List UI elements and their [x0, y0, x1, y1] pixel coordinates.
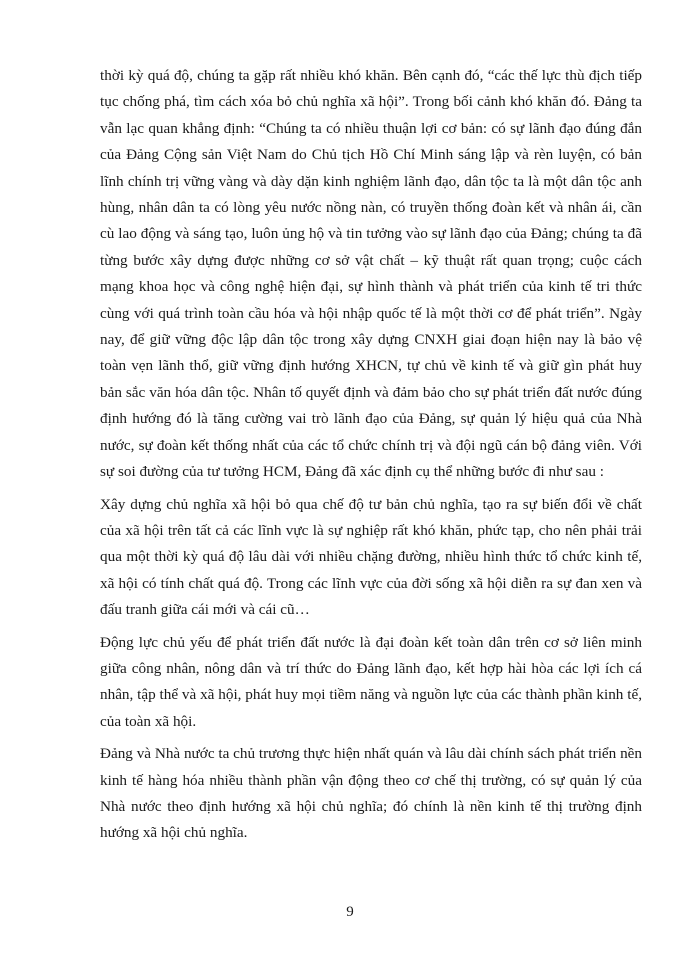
body-paragraph-3: Động lực chủ yếu để phát triển đất nước là đại đoàn kết toàn dân trên cơ sở liên minh giữa công nhân, nông dân và trí thức do Đảng lãnh đạo, kết hợp hài hòa các lợi ích cá nhân, tập thể và xã hội, phát huy mọi tiềm năng và nguồn lực của các thành phần kinh tế, của toàn xã hội. — [100, 633, 642, 730]
page-number: 9 — [346, 904, 354, 920]
body-paragraph-1: thời kỳ quá độ, chúng ta gặp rất nhiều khó khăn. Bên cạnh đó, “các thế lực thù địch tiếp tục chống phá, tìm cách xóa bỏ chủ nghĩa xã hội”. Trong bối cảnh khó khăn đó. Đảng ta vẫn lạc quan khẳng định: “Chúng ta có nhiều thuận lợi cơ bản: có sự lãnh đạo đúng đắn của Đảng Cộng sản Việt Nam do Chủ tịch Hồ Chí Minh sáng lập và rèn luyện, có bản lĩnh chính trị vững vàng và dày dặn kinh nghiệm lãnh đạo, dân tộc ta là một dân tộc anh hùng, nhân dân ta có lòng yêu nước nồng nàn, có truyền thống đoàn kết và nhân ái, cần cù lao động và sáng tạo, luôn ủng hộ và tin tưởng vào sự lãnh đạo của Đảng; chúng ta đã từng bước xây dựng được những cơ sở vật chất – kỹ thuật rất quan trọng; cuộc cách mạng khoa học và công nghệ hiện đại, sự hình thành và phát triển của kinh tế tri thức cùng với quá trình toàn cầu hóa và hội nhập quốc tế là một thời cơ để phát triển”. Ngày nay, để giữ vững độc lập dân tộc trong xây dựng CNXH giai đoạn hiện nay là bảo vệ toàn vẹn lãnh thổ, giữ vững định hướng XHCN, tự chủ về kinh tế và giữ gìn phát huy bản sắc văn hóa dân tộc. Nhân tố quyết định và đảm bảo cho sự phát triển đất nước đúng định hướng đó là tăng cường vai trò lãnh đạo của Đảng, sự quản lý hiệu quả của Nhà nước, sự đoàn kết thống nhất của các tổ chức chính trị và đội ngũ cán bộ đảng viên. Với sự soi đường của tư tưởng HCM, Đảng đã xác định cụ thể những bước đi như sau : — [100, 67, 642, 481]
body-paragraph-4: Đảng và Nhà nước ta chủ trương thực hiện nhất quán và lâu dài chính sách phát triển nền kinh tế hàng hóa nhiều thành phần vận động theo cơ chế thị trường, có sự quản lý của Nhà nước theo định hướng xã hội chủ nghĩa; đó chính là nền kinh tế thị trường định hướng xã hội chủ nghĩa. — [100, 745, 642, 842]
body-paragraph-2: Xây dựng chủ nghĩa xã hội bỏ qua chế độ tư bản chủ nghĩa, tạo ra sự biến đổi về chất của xã hội trên tất cả các lĩnh vực là sự nghiệp rất khó khăn, phức tạp, cho nên phải trải qua một thời kỳ quá độ lâu dài với nhiều chặng đường, nhiều hình thức tổ chức kinh tế, xã hội có tính chất quá độ. Trong các lĩnh vực của đời sống xã hội diễn ra sự đan xen và đấu tranh giữa cái mới và cái cũ… — [100, 495, 642, 619]
